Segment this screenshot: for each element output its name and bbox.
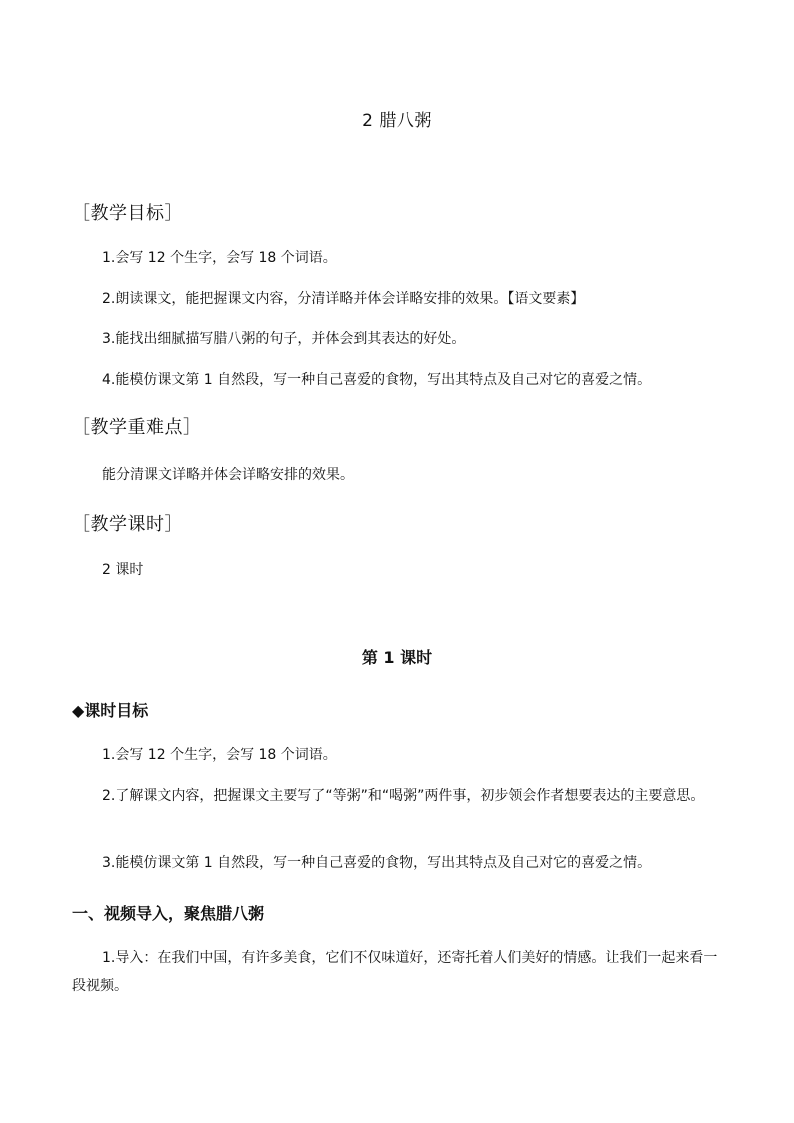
lesson-goal-item: 2.了解课文内容，把握课文主要写了“等粥”和“喝粥”两件事，初步领会作者想要表达的主要意思。 — [102, 788, 705, 804]
part-paragraph: 1.导入：在我们中国，有许多美食，它们不仅味道好，还寄托着人们美好的情感。让我们一起来看一段视频。 — [72, 950, 718, 994]
objective-item: 2.朗读课文，能把握课文内容，分清详略并体会详略安排的效果。【语文要素】 — [102, 291, 585, 307]
document-title: 2 腊八粥 — [362, 111, 432, 131]
lesson-goal-item: 1.会写 12 个生字，会写 18 个词语。 — [102, 747, 337, 763]
lesson-goal-item: 3.能模仿课文第 1 自然段，写一种自己喜爱的食物，写出其特点及自己对它的喜爱之情。 — [102, 855, 652, 871]
objective-item: 4.能模仿课文第 1 自然段，写一种自己喜爱的食物，写出其特点及自己对它的喜爱之情。 — [102, 372, 652, 388]
lesson-goal-heading: ◆课时目标 — [72, 701, 149, 720]
section-heading-objectives: ［教学目标］ — [72, 203, 183, 224]
section-heading-class-hours: ［教学课时］ — [72, 514, 183, 535]
lesson-title: 第 1 课时 — [361, 648, 433, 667]
part-heading: 一、视频导入，聚焦腊八粥 — [72, 904, 265, 923]
class-hours-text: 2 课时 — [102, 562, 144, 578]
objective-item: 3.能找出细腻描写腊八粥的句子，并体会到其表达的好处。 — [102, 331, 466, 347]
key-points-text: 能分清课文详略并体会详略安排的效果。 — [102, 467, 354, 483]
objective-item: 1.会写 12 个生字，会写 18 个词语。 — [102, 250, 337, 266]
section-heading-key-points: ［教学重难点］ — [72, 417, 202, 438]
